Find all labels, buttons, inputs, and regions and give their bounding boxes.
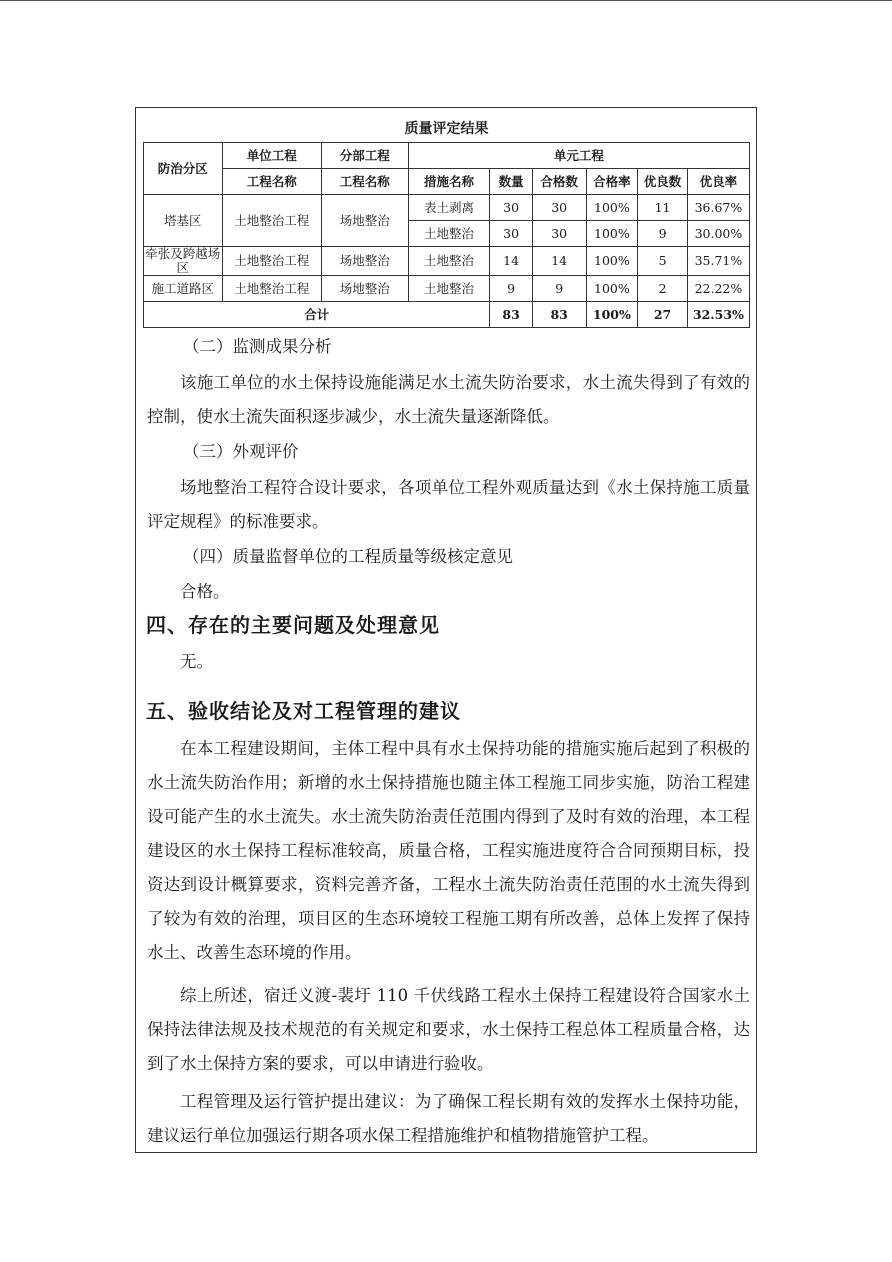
table-row (144, 276, 750, 302)
cell-excellent-rate: 35.71% (687, 247, 749, 276)
cell-zone: 塔基区 (144, 195, 223, 247)
cell-sub: 场地整治 (321, 195, 408, 247)
cell-qualified: 30 (532, 221, 586, 247)
cell-count: 9 (490, 276, 532, 302)
cell-excellent-rate: 30.00% (687, 221, 749, 247)
quality-table (143, 115, 750, 328)
cell-count: 30 (490, 221, 532, 247)
total-count: 83 (490, 302, 532, 328)
cell-qualified: 14 (532, 247, 586, 276)
header-unit-name: 工程名称 (222, 169, 321, 195)
cell-measure: 土地整治 (408, 276, 490, 302)
cell-qualified-rate: 100% (586, 247, 638, 276)
header-sub-project: 分部工程 (321, 143, 408, 169)
page-top-border (0, 0, 892, 1)
cell-zone: 施工道路区 (144, 276, 223, 302)
heading-4-text: 无。 (180, 652, 213, 671)
header-qualified: 合格数 (532, 169, 586, 195)
cell-count: 14 (490, 247, 532, 276)
table-row (144, 247, 750, 276)
cell-qualified: 30 (532, 195, 586, 221)
cell-excellent: 2 (638, 276, 688, 302)
section-3-title: （三）外观评价 (183, 442, 299, 461)
cell-excellent-rate: 36.67% (687, 195, 749, 221)
header-qualified-rate: 合格率 (586, 169, 638, 195)
total-label: 合计 (144, 302, 490, 328)
conclusion-paragraph-1: 在本工程建设期间，主体工程中具有水土保持功能的措施实施后起到了积极的水土流失防治作用；新增的水土保持措施也随主体工程施工同步实施，防治工程建设可能产生的水土流失。水土流失防治责任范围内得到了及时有效的治理，本工程建设区的水土保持工程标准较高，质量合格，工程实施进度符合合同预期目标，投资达到设计概算要求，资料完善齐备，工程水土流失防治责任范围的水土流失得到了较为有效的治理，项目区的生态环境较工程施工期有所改善，总体上发挥了保持水土、改善生态环境的作用。 (147, 739, 750, 962)
heading-5: 五、验收结论及对工程管理的建议 (146, 699, 461, 723)
total-qualified: 83 (532, 302, 586, 328)
cell-excellent: 11 (638, 195, 688, 221)
header-element-project: 单元工程 (408, 143, 749, 169)
header-measure: 措施名称 (408, 169, 490, 195)
header-unit-project: 单位工程 (222, 143, 321, 169)
cell-excellent: 9 (638, 221, 688, 247)
cell-zone: 牵张及跨越场区 (145, 246, 221, 275)
heading-4: 四、存在的主要问题及处理意见 (146, 613, 440, 637)
cell-unit: 土地整治工程 (222, 195, 321, 247)
cell-qualified-rate: 100% (586, 276, 638, 302)
table-title: 质量评定结果 (404, 120, 489, 137)
cell-qualified-rate: 100% (586, 221, 638, 247)
cell-excellent-rate: 22.22% (687, 276, 749, 302)
table-total-row (144, 302, 750, 328)
conclusion-paragraph-3: 工程管理及运行管护提出建议：为了确保工程长期有效的发挥水土保持功能，建议运行单位加强运行期各项水保工程措施维护和植物措施管护工程。 (147, 1092, 750, 1145)
cell-sub: 场地整治 (321, 276, 408, 302)
cell-qualified-rate: 100% (586, 195, 638, 221)
cell-measure: 表土剥离 (408, 195, 490, 221)
section-4-title: （四）质量监督单位的工程质量等级核定意见 (183, 547, 513, 566)
total-excellent-rate: 32.53% (687, 302, 749, 328)
table-row (144, 195, 750, 221)
cell-qualified: 9 (532, 276, 586, 302)
cell-unit: 土地整治工程 (222, 276, 321, 302)
cell-excellent: 5 (638, 247, 688, 276)
section-2-text: 该施工单位的水土保持设施能满足水土流失防治要求，水土流失得到了有效的控制，使水土流失面积逐步减少，水土流失量逐渐降低。 (147, 373, 750, 426)
cell-measure: 土地整治 (408, 247, 490, 276)
section-4-text: 合格。 (180, 582, 230, 601)
total-qualified-rate: 100% (586, 302, 638, 328)
header-sub-name: 工程名称 (321, 169, 408, 195)
header-zone: 防治分区 (144, 143, 223, 195)
section-3-text: 场地整治工程符合设计要求，各项单位工程外观质量达到《水土保持施工质量评定规程》的标准要求。 (147, 478, 750, 531)
cell-measure: 土地整治 (408, 221, 490, 247)
header-excellent: 优良数 (638, 169, 688, 195)
header-excellent-rate: 优良率 (687, 169, 749, 195)
cell-sub: 场地整治 (321, 247, 408, 276)
cell-unit: 土地整治工程 (222, 247, 321, 276)
conclusion-paragraph-2: 综上所述，宿迁义渡-裴圩 110 千伏线路工程水土保持工程建设符合国家水土保持法律法规及技术规范的有关规定和要求，水土保持工程总体工程质量合格，达到了水土保持方案的要求，可以申请进行验收。 (147, 986, 750, 1073)
total-excellent: 27 (638, 302, 688, 328)
section-2-title: （二）监测成果分析 (183, 337, 332, 356)
header-count: 数量 (490, 169, 532, 195)
cell-count: 30 (490, 195, 532, 221)
